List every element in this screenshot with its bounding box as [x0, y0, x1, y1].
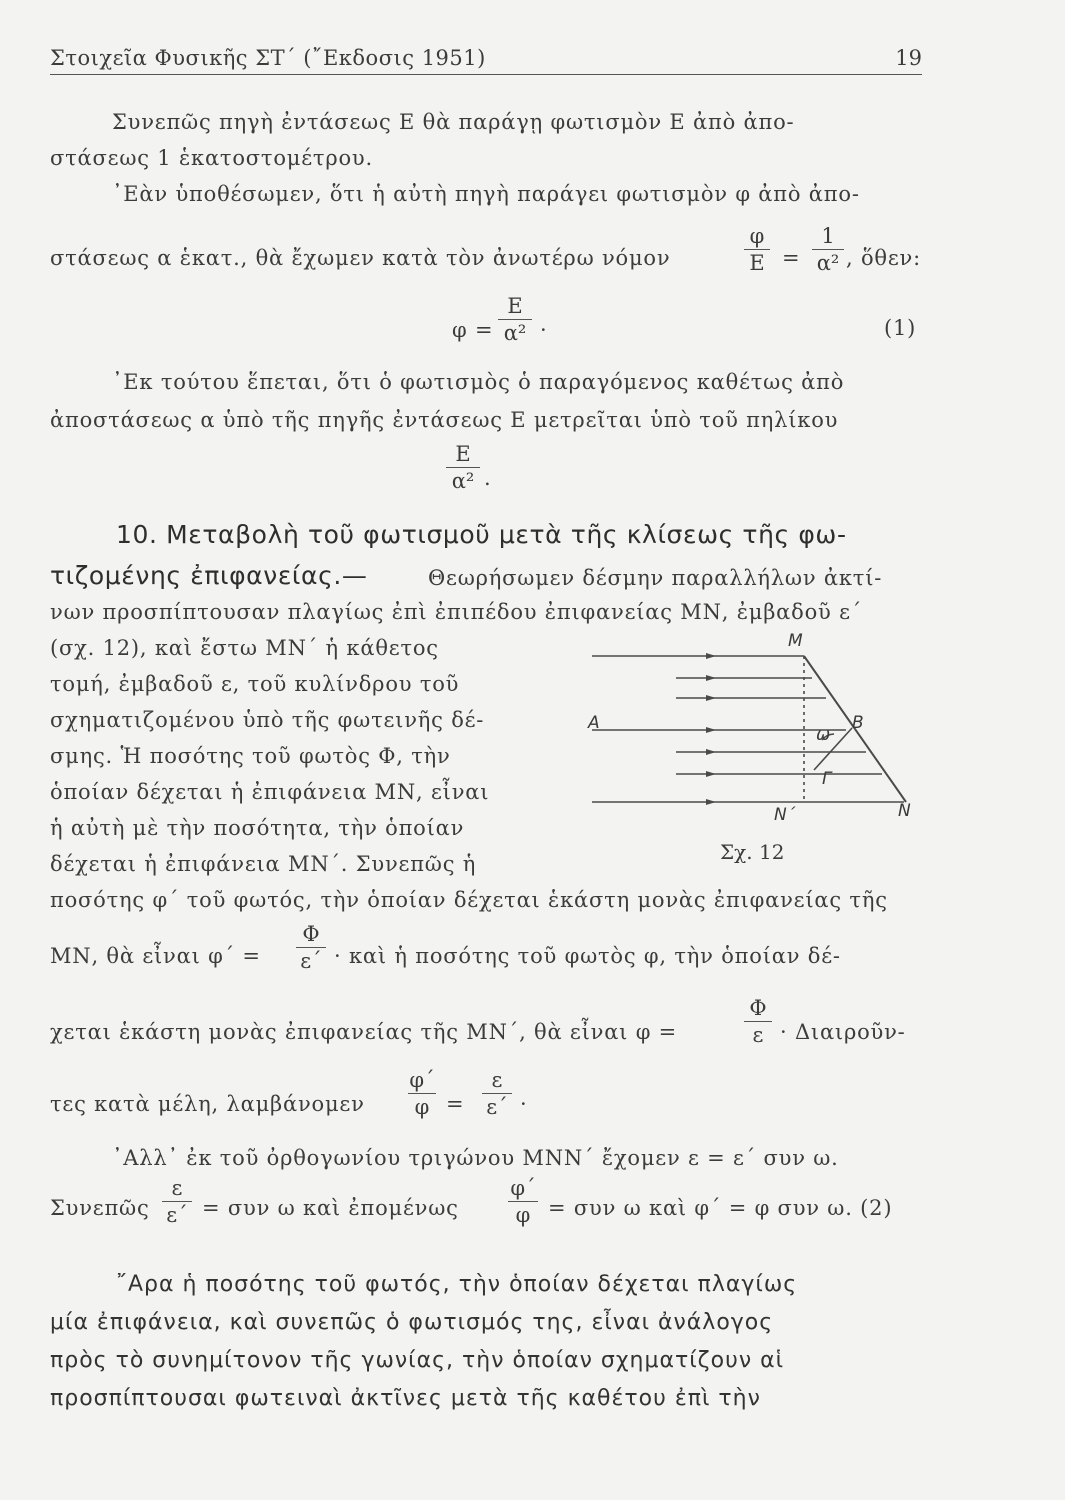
text-line: ἀποστάσεως α ὑπὸ τῆς πηγῆς ἐντάσεως Ε μετρεῖται ὑπὸ τοῦ πηλίκου: [50, 408, 839, 432]
figure-12: [576, 630, 916, 830]
arrowhead: [706, 771, 716, 777]
fraction-e-over-e-prime: [162, 1176, 192, 1227]
text-line: ἡ αὐτὴ μὲ τὴν ποσότητα, τὴν ὁποίαν: [50, 816, 465, 840]
section-heading: 10. Μεταβολὴ τοῦ φωτισμοῦ μετὰ τῆς κλίσεως τῆς φω-: [116, 520, 847, 549]
equals-sign: =: [782, 246, 801, 270]
fraction-phi-prime-over-phi: [508, 1176, 538, 1227]
fraction-denominator: ε΄: [486, 1095, 508, 1119]
fraction-phi-over-E: [744, 224, 770, 275]
text-line: νων προσπίπτουσαν πλαγίως ἐπὶ ἐπιπέδου ἐπιφανείας ΜΝ, ἐμβαδοῦ ε΄: [50, 600, 863, 624]
text-line: τομή, ἐμβαδοῦ ε, τοῦ κυλίνδρου τοῦ: [50, 672, 460, 696]
conclusion-line: ῎Αρα ἡ ποσότης τοῦ φωτός, τὴν ὁποίαν δέχεται πλαγίως: [116, 1272, 798, 1297]
label-omega: ω: [816, 725, 831, 745]
text-line: ὁποίαν δέχεται ἡ ἐπιφάνεια ΜΝ, εἶναι: [50, 780, 490, 804]
text-line: ποσότης φ΄ τοῦ φωτός, τὴν ὁποίαν δέχεται ἑκάστη μονὰς ἐπιφανείας τῆς: [50, 888, 888, 912]
label-B: Β: [852, 713, 864, 733]
label-A: Α: [588, 713, 600, 733]
fraction-phi-prime-over-phi: [408, 1068, 436, 1119]
fraction-Phi-over-e: [744, 996, 772, 1047]
fraction-denominator: φ: [515, 1203, 531, 1227]
arrowhead: [706, 675, 716, 681]
equation-number: (1): [884, 316, 917, 340]
fraction-e-over-e-prime: [482, 1068, 512, 1119]
text-line: ΜΝ, θὰ εἶναι φ΄ =: [50, 944, 261, 968]
fraction-denominator: α²: [451, 469, 475, 493]
text-line: · καὶ ἡ ποσότης τοῦ φωτὸς φ, τὴν ὁποίαν δέ-: [334, 944, 841, 968]
equals-sign: =: [446, 1092, 465, 1116]
label-N: Ν: [898, 801, 911, 821]
text-line: ᾿Αλλ᾿ ἐκ τοῦ ὀρθογωνίου τριγώνου ΜΝΝ΄ ἔχομεν ε = ε΄ συν ω.: [112, 1146, 839, 1170]
text-line: Συνεπῶς: [50, 1196, 150, 1220]
text-line: τες κατὰ μέλη, λαμβάνομεν: [50, 1092, 365, 1116]
text-line: ᾿Εκ τούτου ἕπεται, ὅτι ὁ φωτισμὸς ὁ παραγόμενος καθέτως ἀπὸ: [112, 370, 845, 394]
quotient-fraction: [446, 442, 480, 493]
conclusion-line: μία ἐπιφάνεια, καὶ συνεπῶς ὁ φωτισμός της, εἶναι ἀνάλογος: [50, 1310, 774, 1335]
arrowhead: [706, 727, 716, 733]
fraction-denominator: φ: [414, 1095, 430, 1119]
label-N-prime: Ν΄: [774, 805, 796, 825]
text-line: , ὅθεν:: [846, 246, 921, 270]
text-line: ᾿Εὰν ὑποθέσωμεν, ὅτι ἡ αὐτὴ πηγὴ παράγει φωτισμὸν φ ἀπὸ ἀπο-: [112, 182, 860, 206]
fraction-numerator: Ε: [455, 442, 471, 466]
fraction-denominator: Ε: [749, 251, 765, 275]
fraction-denominator: ε΄: [300, 949, 322, 973]
text-line: = συν ω καὶ φ΄ = φ συν ω. (2): [548, 1196, 893, 1220]
fraction-denominator: α²: [816, 251, 840, 275]
fraction-numerator: φ΄: [510, 1176, 536, 1200]
section-heading-cont: τιζομένης ἐπιφανείας.—: [50, 561, 368, 590]
arrowhead: [706, 749, 716, 755]
text-line: δέχεται ἡ ἐπιφάνεια ΜΝ΄. Συνεπῶς ἡ: [50, 852, 477, 876]
fraction-numerator: Φ: [302, 922, 320, 946]
fraction-numerator: Ε: [507, 294, 523, 318]
figure-caption: Σχ. 12: [720, 840, 785, 864]
label-M: Μ: [788, 631, 803, 651]
equation-dot: ·: [520, 1092, 528, 1116]
fraction-denominator: ε: [752, 1023, 764, 1047]
text-line: Συνεπῶς πηγὴ ἐντάσεως Ε θὰ παράγῃ φωτισμὸν Ε ἀπὸ ἀπο-: [112, 110, 795, 134]
page-number: 19: [895, 46, 922, 70]
text-line: σμης. Ἡ ποσότης τοῦ φωτὸς Φ, τὴν: [50, 744, 451, 768]
text-line: σχηματιζομένου ὑπὸ τῆς φωτεινῆς δέ-: [50, 708, 485, 732]
arrowhead: [706, 695, 716, 701]
fraction-numerator: ε: [491, 1068, 503, 1092]
equation-lhs: φ =: [452, 318, 494, 342]
fraction-period: .: [484, 466, 492, 490]
arrowhead: [706, 653, 716, 659]
text-line: · Διαιροῦν-: [780, 1020, 906, 1044]
arrowhead: [706, 799, 716, 805]
fraction-numerator: ε: [171, 1176, 183, 1200]
fraction-numerator: Φ: [749, 996, 767, 1020]
running-header: [50, 44, 922, 75]
conclusion-line: πρὸς τὸ συνημίτονον τῆς γωνίας, τὴν ὁποίαν σχηματίζουν αἱ: [50, 1348, 785, 1373]
label-gamma: Γ: [822, 769, 832, 789]
text-line: χεται ἑκάστη μονὰς ἐπιφανείας τῆς ΜΝ΄, θὰ εἶναι φ =: [50, 1020, 678, 1044]
fraction-numerator: φ: [749, 224, 765, 248]
text-line: (σχ. 12), καὶ ἔστω ΜΝ΄ ἡ κάθετος: [50, 636, 439, 660]
header-title: Στοιχεῖα Φυσικῆς ΣΤ΄ (῎Εκδοσις 1951): [50, 46, 486, 70]
text-line: = συν ω καὶ ἐπομένως: [202, 1196, 459, 1220]
fraction-denominator: ε΄: [166, 1203, 188, 1227]
conclusion-line: προσπίπτουσαι φωτειναὶ ἀκτῖνες μετὰ τῆς καθέτου ἐπὶ τὴν: [50, 1386, 761, 1411]
fraction-denominator: α²: [503, 321, 527, 345]
fraction-numerator: φ΄: [409, 1068, 435, 1092]
fraction-one-over-a2: [812, 224, 844, 275]
text-line: στάσεως 1 ἑκατοστομέτρου.: [50, 146, 373, 170]
text-line: στάσεως α ἑκατ., θὰ ἔχωμεν κατὰ τὸν ἀνωτέρω νόμον: [50, 246, 671, 270]
text-line: Θεωρήσωμεν δέσμην παραλλήλων ἀκτί-: [428, 566, 883, 590]
equation-fraction: [498, 294, 532, 345]
equation-dot: ·: [540, 318, 548, 342]
fraction-numerator: 1: [821, 224, 835, 248]
fraction-Phi-over-e-prime: [296, 922, 326, 973]
